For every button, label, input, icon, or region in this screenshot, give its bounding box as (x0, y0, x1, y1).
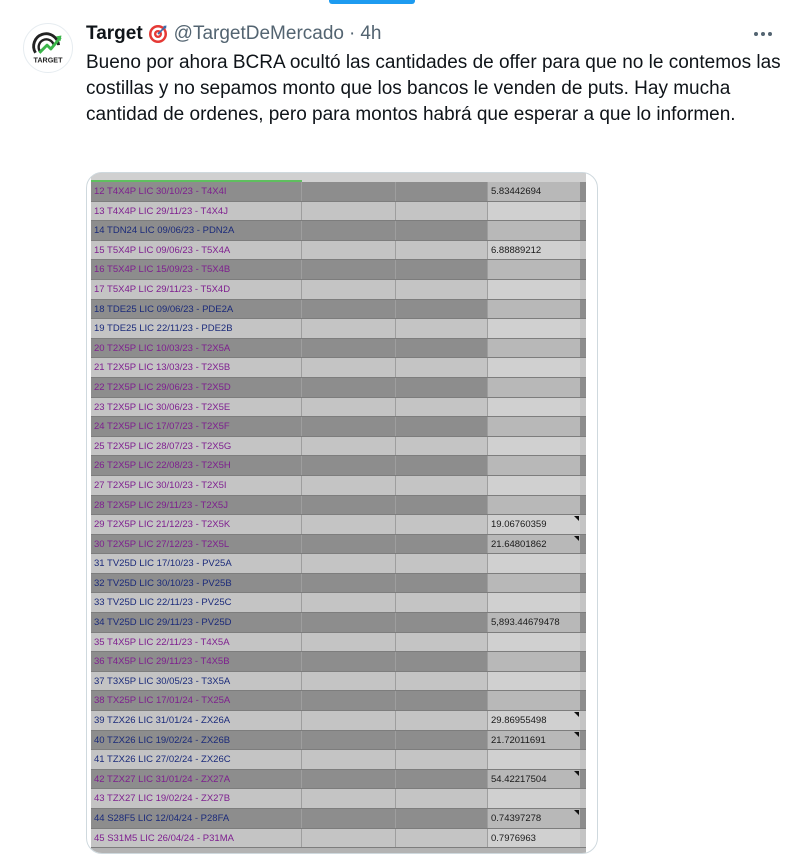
sheet-cell-empty (302, 829, 396, 848)
sheet-cell-empty (302, 241, 396, 260)
sheet-cell-empty (396, 456, 488, 475)
sheet-value-text: 21.64801862 (491, 538, 547, 550)
sheet-cell-empty (396, 593, 488, 612)
sheet-cell-value (488, 652, 580, 671)
sheet-cell-value (488, 378, 580, 397)
sheet-value-text: 6.88889212 (491, 244, 542, 256)
sheet-row (91, 456, 586, 476)
user-handle[interactable]: @TargetDeMercado (173, 23, 344, 44)
sheet-cell-value (488, 711, 580, 730)
sheet-cell-empty (302, 515, 396, 534)
sheet-cell-empty (302, 476, 396, 495)
sheet-cell-value (488, 358, 580, 377)
sheet-row (91, 652, 586, 672)
separator-dot: · (348, 23, 356, 44)
sheet-cell-empty (396, 280, 488, 299)
sheet-row (91, 672, 586, 692)
sheet-row (91, 398, 586, 418)
sheet-cell-value (488, 554, 580, 573)
sheet-cell-empty (396, 652, 488, 671)
sheet-cell-value (488, 789, 580, 808)
sheet-cell-empty (396, 417, 488, 436)
sheet-row (91, 202, 586, 222)
comment-marker-icon (574, 810, 579, 815)
sheet-row (91, 358, 586, 378)
sheet-cell-instrument: 39 TZX26 LIC 31/01/24 - ZX26A (91, 711, 302, 730)
sheet-cell-instrument: 26 T2X5P LIC 22/08/23 - T2X5H (91, 456, 302, 475)
sheet-row (91, 182, 586, 202)
sheet-cell-empty (396, 770, 488, 789)
sheet-cell-empty (302, 535, 396, 554)
sheet-cell-instrument: 36 T4X5P LIC 29/11/23 - T4X5B (91, 652, 302, 671)
sheet-cell-value (488, 202, 580, 221)
sheet-cell-empty (396, 378, 488, 397)
sheet-row (91, 476, 586, 496)
sheet-row (91, 339, 586, 359)
sheet-cell-empty (396, 613, 488, 632)
sheet-cell-empty (302, 554, 396, 573)
sheet-cell-instrument: 43 TZX27 LIC 19/02/24 - ZX27B (91, 789, 302, 808)
sheet-cell-value (488, 672, 580, 691)
sheet-cell-empty (396, 260, 488, 279)
sheet-cell-empty (302, 358, 396, 377)
tweet-timestamp[interactable]: 4h (360, 23, 382, 44)
sheet-cell-instrument: 34 TV25D LIC 29/11/23 - PV25D (91, 613, 302, 632)
sheet-cell-instrument: 23 T2X5P LIC 30/06/23 - T2X5E (91, 398, 302, 417)
sheet-cell-empty (396, 731, 488, 750)
sheet-value-text: 5.83442694 (491, 186, 542, 197)
sheet-cell-empty (302, 280, 396, 299)
sheet-cell-value (488, 437, 580, 456)
sheet-cell-value (488, 319, 580, 338)
sheet-cell-value (488, 691, 580, 710)
sheet-row (91, 789, 586, 809)
sheet-row (91, 260, 586, 280)
sheet-cell-empty (396, 535, 488, 554)
sheet-cell-empty (396, 672, 488, 691)
sheet-row (91, 241, 586, 261)
sheet-cell-empty (302, 672, 396, 691)
sheet-cell-value (488, 731, 580, 750)
sheet-row (91, 770, 586, 790)
sheet-value-text: 5,893.44679478 (491, 617, 560, 629)
sheet-cell-empty (396, 182, 488, 201)
sheet-cell-empty (302, 711, 396, 730)
sheet-cell-empty (302, 633, 396, 652)
sheet-row (91, 280, 586, 300)
sheet-cell-value (488, 241, 580, 260)
sheet-cell-instrument: 21 T2X5P LIC 13/03/23 - T2X5B (91, 358, 302, 377)
sheet-row (91, 731, 586, 751)
comment-marker-icon (574, 536, 579, 541)
comment-marker-icon (574, 732, 579, 737)
sheet-cell-empty (396, 476, 488, 495)
sheet-rows (91, 182, 586, 848)
sheet-cell-value (488, 417, 580, 436)
sheet-cell-instrument: 16 T5X4P LIC 15/09/23 - T5X4B (91, 260, 302, 279)
sheet-cell-empty (302, 770, 396, 789)
display-name[interactable]: Target (86, 23, 143, 44)
sheet-row (91, 633, 586, 653)
sheet-cell-instrument: 31 TV25D LIC 17/10/23 - PV25A (91, 554, 302, 573)
comment-marker-icon (574, 771, 579, 776)
sheet-value-text: 54.42217504 (491, 773, 547, 785)
sheet-cell-instrument: 32 TV25D LIC 30/10/23 - PV25B (91, 574, 302, 593)
sheet-cell-value (488, 221, 580, 240)
sheet-cell-empty (396, 202, 488, 221)
sheet-cell-value (488, 809, 580, 828)
sheet-row (91, 496, 586, 516)
sheet-cell-empty (396, 809, 488, 828)
sheet-cell-instrument: 12 T4X4P LIC 30/10/23 - T4X4I (91, 182, 302, 201)
sheet-row (91, 554, 586, 574)
sheet-cell-value (488, 593, 580, 612)
sheet-row (91, 574, 586, 594)
sheet-cell-empty (302, 437, 396, 456)
sheet-cell-empty (302, 339, 396, 358)
sheet-cell-empty (302, 260, 396, 279)
sheet-value-text: 29.86955498 (491, 715, 547, 727)
sheet-cell-empty (302, 789, 396, 808)
sheet-cell-instrument: 35 T4X5P LIC 22/11/23 - T4X5A (91, 633, 302, 652)
sheet-row (91, 437, 586, 457)
sheet-cell-empty (396, 574, 488, 593)
sheet-cell-empty (396, 789, 488, 808)
sheet-cell-empty (302, 691, 396, 710)
sheet-row (91, 417, 586, 437)
sheet-cell-empty (396, 221, 488, 240)
sheet-cell-value (488, 182, 580, 201)
sheet-cell-empty (396, 515, 488, 534)
sheet-cell-empty (396, 711, 488, 730)
sheet-cell-empty (396, 319, 488, 338)
sheet-cell-empty (396, 750, 488, 769)
sheet-cell-empty (302, 613, 396, 632)
sheet-cell-instrument: 42 TZX27 LIC 31/01/24 - ZX27A (91, 770, 302, 789)
sheet-row (91, 691, 586, 711)
sheet-cell-instrument: 22 T2X5P LIC 29/06/23 - T2X5D (91, 378, 302, 397)
avatar[interactable] (23, 23, 73, 73)
sheet-cell-instrument: 40 TZX26 LIC 19/02/24 - ZX26B (91, 731, 302, 750)
sheet-cell-value (488, 496, 580, 515)
sheet-cell-empty (396, 358, 488, 377)
sheet-cell-instrument: 19 TDE25 LIC 22/11/23 - PDE2B (91, 319, 302, 338)
sheet-cell-value (488, 829, 580, 848)
sheet-cell-instrument: 28 T2X5P LIC 29/11/23 - T2X5J (91, 496, 302, 515)
sheet-cell-instrument: 27 T2X5P LIC 30/10/23 - T2X5I (91, 476, 302, 495)
sheet-row (91, 809, 586, 829)
sheet-cell-instrument: 14 TDN24 LIC 09/06/23 - PDN2A (91, 221, 302, 240)
sheet-cell-empty (302, 319, 396, 338)
sheet-cell-instrument: 17 T5X4P LIC 29/11/23 - T5X4D (91, 280, 302, 299)
sheet-cell-instrument: 13 T4X4P LIC 29/11/23 - T4X4J (91, 202, 302, 221)
sheet-cell-empty (396, 437, 488, 456)
sheet-cell-value (488, 456, 580, 475)
sheet-cell-value (488, 398, 580, 417)
sheet-cell-empty (396, 300, 488, 319)
avatar-logo-text: TARGET (33, 55, 63, 65)
sheet-cell-value (488, 633, 580, 652)
tweet-header (86, 22, 381, 46)
sheet-row (91, 319, 586, 339)
sheet-cell-instrument: 18 TDE25 LIC 09/06/23 - PDE2A (91, 300, 302, 319)
sheet-cell-empty (302, 593, 396, 612)
sheet-cell-empty (302, 574, 396, 593)
sheet-cell-instrument: 20 T2X5P LIC 10/03/23 - T2X5A (91, 339, 302, 358)
sheet-cell-instrument: 25 T2X5P LIC 28/07/23 - T2X5G (91, 437, 302, 456)
sheet-row (91, 711, 586, 731)
sheet-row (91, 593, 586, 613)
sheet-value-text: 19.06760359 (491, 519, 547, 531)
sheet-cell-instrument: 33 TV25D LIC 22/11/23 - PV25C (91, 593, 302, 612)
sheet-cell-empty (302, 202, 396, 221)
sheet-cell-empty (396, 398, 488, 417)
sheet-cell-empty (396, 691, 488, 710)
sheet-cell-instrument: 37 T3X5P LIC 30/05/23 - T3X5A (91, 672, 302, 691)
sheet-row (91, 613, 586, 633)
sheet-row (91, 535, 586, 555)
sheet-row (91, 300, 586, 320)
sheet-cell-empty (302, 378, 396, 397)
sheet-cell-empty (396, 241, 488, 260)
sheet-row (91, 221, 586, 241)
sheet-value-text: 0.7976963 (491, 832, 536, 844)
more-dots-icon[interactable] (751, 22, 775, 46)
sheet-row (91, 378, 586, 398)
sheet-cell-value (488, 535, 580, 554)
sheet-cell-empty (302, 496, 396, 515)
sheet-cell-value (488, 476, 580, 495)
sheet-cell-instrument: 41 TZX26 LIC 27/02/24 - ZX26C (91, 750, 302, 769)
sheet-cell-value (488, 515, 580, 534)
sheet-cell-empty (302, 456, 396, 475)
target-logo-icon (24, 24, 72, 72)
sheet-cell-value (488, 574, 580, 593)
sheet-cell-empty (302, 221, 396, 240)
sheet-cell-empty (396, 554, 488, 573)
sheet-value-text: 21.72011691 (491, 734, 546, 746)
sheet-cell-instrument: 45 S31M5 LIC 26/04/24 - P31MA (91, 829, 302, 848)
sheet-cell-value (488, 339, 580, 358)
sheet-row (91, 515, 586, 535)
sheet-cell-instrument: 29 T2X5P LIC 21/12/23 - T2X5K (91, 515, 302, 534)
sheet-cell-instrument: 38 TX25P LIC 17/01/24 - TX25A (91, 691, 302, 710)
sheet-cell-empty (302, 809, 396, 828)
sheet-cell-empty (396, 829, 488, 848)
sheet-cell-value (488, 280, 580, 299)
sheet-cell-empty (302, 300, 396, 319)
spreadsheet-screenshot (91, 173, 586, 854)
sheet-cell-empty (302, 652, 396, 671)
tweet-text: Bueno por ahora BCRA ocultó las cantidades de offer para que no le contemos las costillas y no sepamos monto que los bancos le venden de puts. Hay mucha cantidad de ordenes, pero para montos habrá que esperar a que lo informen. (86, 52, 781, 125)
sheet-value-text: 0.74397278 (491, 813, 542, 824)
sheet-cell-instrument: 30 T2X5P LIC 27/12/23 - T2X5L (91, 535, 302, 554)
sheet-cell-empty (302, 398, 396, 417)
comment-marker-icon (574, 712, 579, 717)
tweet-media-image[interactable] (86, 172, 598, 854)
sheet-cell-empty (396, 496, 488, 515)
sheet-row (91, 750, 586, 770)
sheet-cell-empty (396, 339, 488, 358)
sheet-cell-value (488, 300, 580, 319)
sheet-cell-instrument: 44 S28F5 LIC 12/04/24 - P28FA (91, 809, 302, 828)
sheet-cell-instrument: 24 T2X5P LIC 17/07/23 - T2X5F (91, 417, 302, 436)
comment-marker-icon (574, 516, 579, 521)
sheet-cell-value (488, 260, 580, 279)
sheet-cell-instrument: 15 T5X4P LIC 09/06/23 - T5X4A (91, 241, 302, 260)
sheet-cell-empty (302, 417, 396, 436)
sheet-cell-empty (302, 731, 396, 750)
sheet-cell-empty (396, 633, 488, 652)
sheet-cell-empty (302, 182, 396, 201)
direct-hit-emoji-icon (148, 24, 168, 44)
sheet-row (91, 829, 586, 849)
sheet-cell-empty (302, 750, 396, 769)
sheet-cell-value (488, 750, 580, 769)
sheet-cell-value (488, 613, 580, 632)
sheet-cell-value (488, 770, 580, 789)
